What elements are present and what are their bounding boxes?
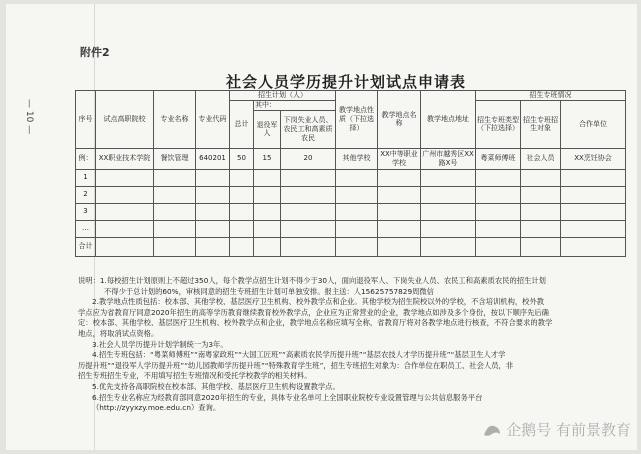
row-seq: … xyxy=(76,220,96,237)
note-line: 5.优先支持各高职院校在校本部、其他学校、基层医疗卫生机构设置教学点。 xyxy=(92,381,340,391)
header-college: 试点高职院校 xyxy=(96,91,154,149)
note-line: 地点，将取消试点资格。 xyxy=(78,328,159,338)
page-number: — 10 — xyxy=(24,99,34,135)
total-row xyxy=(76,237,626,256)
note-line: （http://zyyxzy.moe.edu.cn）查询。 xyxy=(92,403,221,413)
note-line: 说明：1.每校招生计划原则上不超过350人，每个教学点招生计划不得少于30人，面向退役军人、下岗失业人员、农民工和高素质农民的招生计划 xyxy=(78,276,546,285)
row-seq: 2 xyxy=(76,186,96,203)
row-seq: 3 xyxy=(76,203,96,220)
note-line: 定：校本部、其他学校、基层医疗卫生机构、校外教学点和企业，教学地点名称应填写全称，省教育厅将对各教学地点进行核查，不符合要求的教学 xyxy=(78,318,553,328)
header-code: 专业代码 xyxy=(196,91,230,149)
example-college: XX职业技术学院 xyxy=(96,148,154,169)
application-table xyxy=(75,90,626,257)
penguin-logo-icon xyxy=(482,422,502,438)
example-veterans: 15 xyxy=(254,148,281,169)
notes-section xyxy=(78,276,626,414)
example-major: 餐饮管理 xyxy=(154,148,196,169)
example-seq: 例： xyxy=(76,148,96,169)
example-class-target: 社会人员 xyxy=(521,148,561,169)
table-row xyxy=(76,220,626,237)
header-total: 总计 xyxy=(230,100,254,148)
header-others: 下岗失业人员、农民工和高素质农民 xyxy=(281,110,336,148)
note-line: 2.教学地点性质包括：校本部、其他学校、基层医疗卫生机构、校外教学点和企业。其他学校为招生院校以外的学校，不含培训机构，校外教 xyxy=(92,297,545,307)
header-special-class: 招生专班情况 xyxy=(476,91,626,101)
watermark xyxy=(482,419,631,440)
header-veterans: 退役军人 xyxy=(254,110,281,148)
header-major: 专业名称 xyxy=(154,91,196,149)
example-others: 20 xyxy=(281,148,336,169)
note-line: 4.招生专班包括：“粤菜师傅班”“南粤家政班”“大国工匠班”“高素质农民学历提升班”“基层农技人才学历提升班”“基层卫生人才学 xyxy=(92,350,506,360)
example-partner: XX烹饪协会 xyxy=(561,148,626,169)
table-row xyxy=(76,169,626,186)
watermark-text: 企鹅号 有前景教育 xyxy=(506,421,631,439)
header-partner: 合作单位 xyxy=(561,100,626,148)
header-site-nature: 教学地点性质（下拉选择） xyxy=(336,91,378,149)
example-row xyxy=(76,148,626,169)
table-row xyxy=(76,203,626,220)
example-class-type: 粤菜师傅班 xyxy=(476,148,521,169)
table-row xyxy=(76,186,626,203)
note-line: 3.社会人员学历提升计划学制统一为3年。 xyxy=(92,339,228,349)
page-title: 社会人员学历提升计划试点申请表 xyxy=(225,73,466,91)
note-line: 不得少于总计划的60%，审核同意的招生专班招生计划可单独安排。报主送：人15625757829周微信 xyxy=(104,286,434,296)
header-class-target: 招生专班招生对象 xyxy=(521,100,561,148)
header-plan: 招生计划（人） xyxy=(230,91,336,101)
example-total: 50 xyxy=(230,148,254,169)
example-site-nature: 其他学校 xyxy=(336,148,378,169)
note-line: 6.招生专业名称应为经教育部同意2020年招生的专业，具体专业名单可上全国职业院校专业设置管理与公共信息服务平台 xyxy=(92,392,483,402)
example-code: 640201 xyxy=(196,148,230,169)
note-line: 学点应为省教育厅同意2020年招生的高等学历教育继续教育校外教学点，企业应为正常营业的企业，教学地点如涉及多个身份，按以下顺序先后确 xyxy=(78,307,549,317)
header-site-address: 教学地点地址 xyxy=(421,91,476,149)
header-among: 其中： xyxy=(254,100,336,110)
note-line: 历提升班”“退役军人学历提升班”“幼儿园教师学历提升班”“特殊教育学生班”，招生专班招生对象为：合作单位在职员工、社会人员，非 xyxy=(78,360,514,370)
header-seq: 序号 xyxy=(76,91,96,149)
example-site-name: XX中等职业学校 xyxy=(378,148,421,169)
header-site-name: 教学地点名称 xyxy=(378,91,421,149)
total-label: 合计 xyxy=(76,237,96,256)
annex-label: 附件2 xyxy=(80,46,110,59)
header-class-type: 招生专班类型（下拉选择） xyxy=(476,100,521,148)
note-line: 招生专班招生专业，不用填写招生专班情况和受托学校教学的相关材料。 xyxy=(78,371,312,381)
row-seq: 1 xyxy=(76,169,96,186)
example-site-address: 广州市越秀区XX路X号 xyxy=(421,148,476,169)
